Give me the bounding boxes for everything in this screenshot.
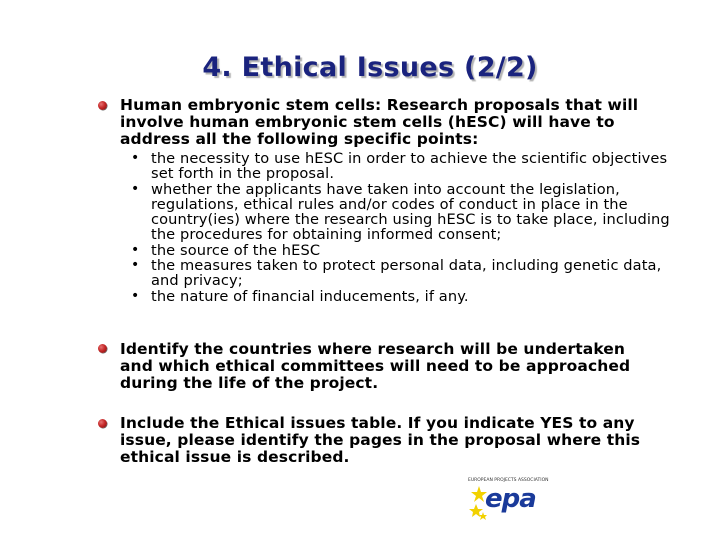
- subpoint-1: [131, 151, 671, 182]
- bullet-icon: [98, 344, 107, 353]
- subpoint-3: [131, 243, 671, 258]
- bullet-icon: [98, 419, 107, 428]
- subpoint-list: [131, 151, 671, 304]
- subpoint-4: [131, 258, 671, 289]
- subpoint-2-text: whether the applicants have taken into account the legislation, regulations, ethical rules and/or codes of conduct in place in the country(ies) where the research using hESC is to take place, including the procedures for obtaining informed consent;: [151, 180, 670, 244]
- subpoint-3-text: the source of the hESC: [151, 241, 321, 259]
- subpoint-2: [131, 182, 671, 243]
- point-2-text: Identify the countries where research will be undertaken and which ethical committees will need to be approached during the life of the project.: [120, 340, 631, 393]
- bullet-dot-icon: •: [131, 287, 140, 304]
- slide-title: 4. Ethical Issues (2/2): [202, 52, 538, 83]
- subpoint-5-text: the nature of financial inducements, if any.: [151, 287, 469, 305]
- bullet-dot-icon: •: [131, 257, 140, 274]
- epa-logo: [468, 478, 549, 524]
- bullet-dot-icon: •: [131, 241, 140, 258]
- bullet-dot-icon: •: [131, 180, 140, 197]
- subpoint-5: [131, 289, 671, 304]
- logo-caption: EUROPEAN PROJECTS ASSOCIATION: [468, 478, 549, 483]
- subpoint-1-text: the necessity to use hESC in order to achieve the scientific objectives set forth in the proposal.: [151, 150, 668, 183]
- bullet-dot-icon: •: [131, 150, 140, 166]
- subpoint-4-text: the measures taken to protect personal data, including genetic data, and privacy;: [151, 257, 662, 290]
- point-1-text: Human embryonic stem cells: Research proposals that will involve human embryonic stem cells (hESC) will have to address all the following specific points:: [120, 96, 639, 149]
- point-3-text: Include the Ethical issues table. If you indicate YES to any issue, please identify the pages in the proposal where this ethical issue is described.: [120, 414, 641, 467]
- bullet-icon: [98, 101, 107, 110]
- logo-text: epa: [485, 484, 536, 514]
